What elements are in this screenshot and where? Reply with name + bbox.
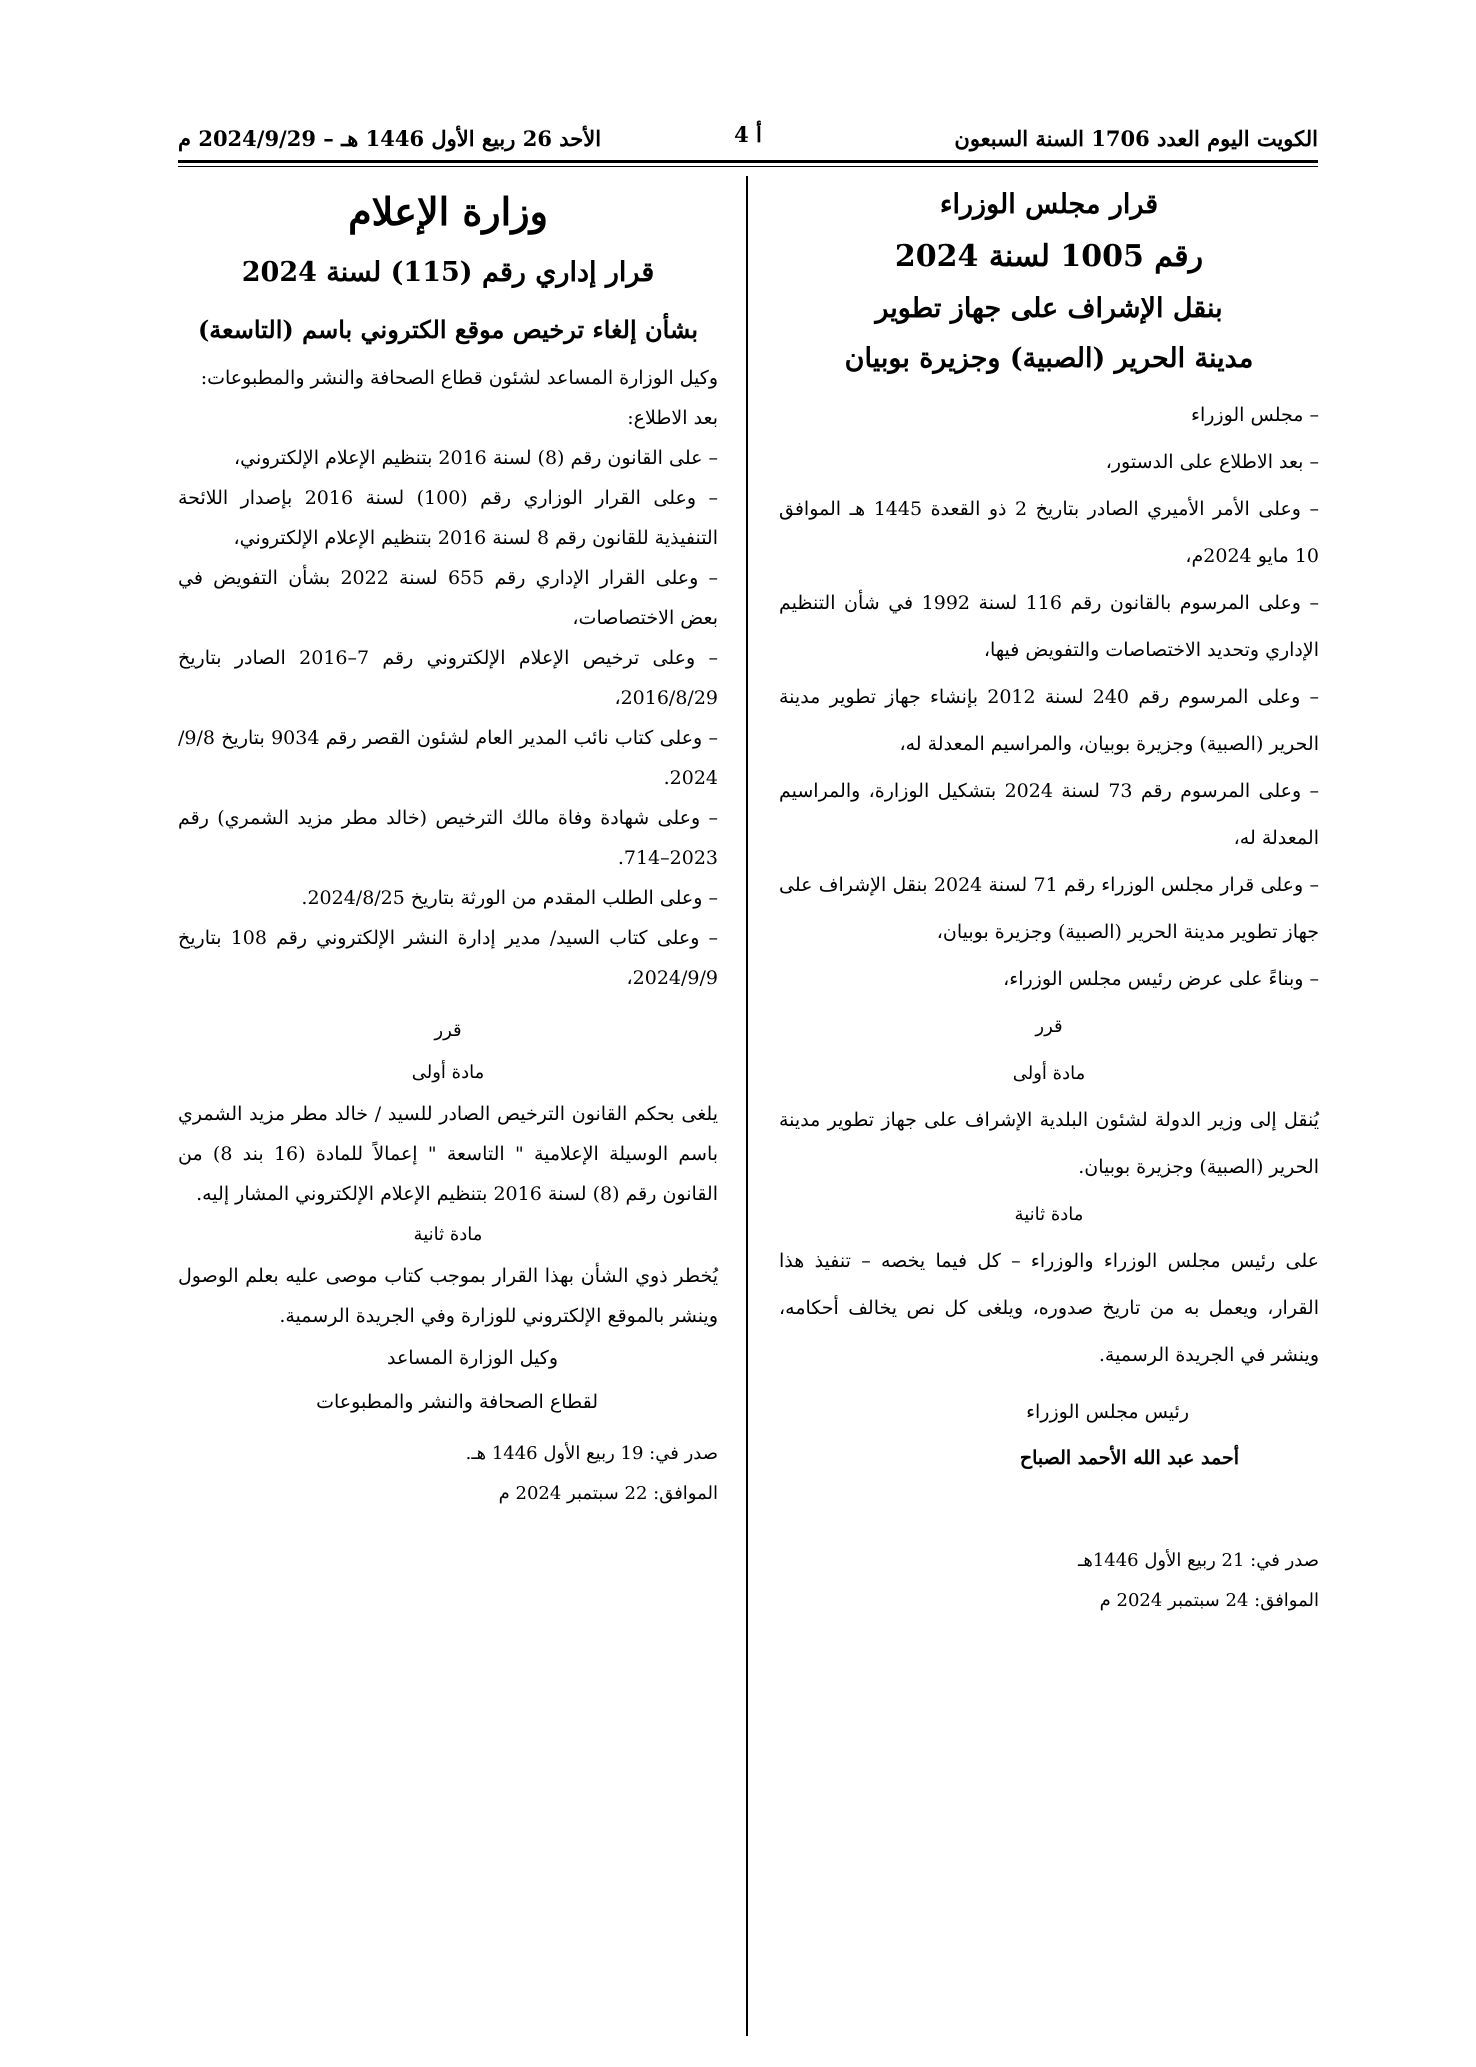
preamble-clause: – وعلى كتاب نائب المدير العام لشئون القصر رقم 9034 بتاريخ 9/8/ 2024. (178, 727, 718, 789)
signer-title: رئيس مجلس الوزراء (1026, 1401, 1189, 1423)
ministry-decision-subject: بشأن إلغاء ترخيص موقع الكتروني باسم (التاسعة) (197, 315, 699, 344)
article-2-heading: مادة ثانية (1014, 1204, 1084, 1225)
preamble-clause: – وعلى الأمر الأميري الصادر بتاريخ 2 ذو القعدة 1445 هـ الموافق 10 مايو 2024م، (779, 498, 1319, 567)
article-1-heading: مادة أولى (1012, 1063, 1086, 1084)
cabinet-decision-subject-line2: مدينة الحرير (الصبية) وجزيرة بوبيان (844, 343, 1254, 374)
ministry-decision-number: قرار إداري رقم (115) لسنة 2024 (241, 257, 655, 288)
signer-name: أحمد عبد الله الأحمد الصباح (1019, 1447, 1239, 1469)
preamble-clause: – مجلس الوزراء (1191, 404, 1319, 426)
preamble-clause: – وعلى الطلب المقدم من الورثة بتاريخ 2024/8/25. (301, 887, 718, 909)
article-2-text: يُخطر ذوي الشأن بهذا القرار بموجب كتاب موصى عليه بعلم الوصول وينشر بالموقع الإلكتروني للوزارة وفي الجريدة الرسمية. (178, 1265, 718, 1327)
header-date: الأحد 26 ربيع الأول 1446 هـ – 2024/9/29 م (178, 125, 602, 151)
preamble-clause: – بعد الاطلاع على الدستور، (1105, 451, 1319, 473)
preamble-clause: – وعلى القرار الوزاري رقم (100) لسنة 2016 بإصدار اللائحة التنفيذية للقانون رقم 8 لسنة 2016 بتنظيم الإعلام الإلكتروني، (178, 487, 718, 549)
column-divider (746, 176, 748, 2036)
page-header (178, 118, 1318, 158)
issuer-intro: وكيل الوزارة المساعد لشئون قطاع الصحافة والنشر والمطبوعات: (200, 367, 718, 389)
article-2-text: على رئيس مجلس الوزراء والوزراء – كل فيما يخصه – تنفيذ هذا القرار، ويعمل به من تاريخ صدوره، ويلغى كل نص يخالف أحكامه، وينشر في الجريدة الرسمية. (779, 1250, 1319, 1366)
issued-hijri: صدر في: 21 ربيع الأول 1446هـ (1078, 1550, 1319, 1571)
cabinet-decision-column (779, 180, 1319, 1621)
issued-gregorian: الموافق: 24 سبتمبر 2024 م (1099, 1590, 1319, 1611)
header-rule-thick (178, 160, 1318, 163)
header-rule-thin (178, 166, 1318, 167)
signer-title: وكيل الوزارة المساعد (387, 1347, 558, 1369)
decided-heading: قرر (1035, 1016, 1063, 1037)
issued-date (779, 1541, 1319, 1621)
ministry-name: وزارة الإعلام (348, 189, 548, 234)
header-issue-info: الكويت اليوم العدد 1706 السنة السبعون (954, 125, 1318, 151)
signer-sector: لقطاع الصحافة والنشر والمطبوعات (316, 1391, 598, 1413)
preamble-clause: – وعلى المرسوم بالقانون رقم 116 لسنة 1992 في شأن التنظيم الإداري وتحديد الاختصاصات والتفويض فيها، (779, 592, 1319, 661)
article-1-text: يُنقل إلى وزير الدولة لشئون البلدية الإشراف على جهاز تطوير مدينة الحرير (الصبية) وجزيرة بوبيان. (779, 1109, 1319, 1178)
preamble-clause: – وعلى المرسوم رقم 73 لسنة 2024 بتشكيل الوزارة، والمراسيم المعدلة له، (779, 780, 1320, 849)
issued-hijri: صدر في: 19 ربيع الأول 1446 هـ. (465, 1443, 718, 1464)
preamble-clause: – وعلى القرار الإداري رقم 655 لسنة 2022 بشأن التفويض في بعض الاختصاصات، (178, 567, 718, 629)
preamble-clause: – وبناءً على عرض رئيس مجلس الوزراء، (1003, 968, 1319, 990)
preamble-clause: – وعلى ترخيص الإعلام الإلكتروني رقم 7–2016 الصادر بتاريخ 2016/8/29، (178, 647, 718, 709)
preamble-clause: – وعلى كتاب السيد/ مدير إدارة النشر الإلكتروني رقم 108 بتاريخ 2024/9/9، (178, 927, 719, 989)
preamble-clause: – وعلى شهادة وفاة مالك الترخيص (خالد مطر مزيد الشمري) رقم 2023–714. (178, 807, 718, 869)
article-1-text: يلغى بحكم القانون الترخيص الصادر للسيد / خالد مطر مزيد الشمري باسم الوسيلة الإعلامية " التاسعة " إعمالاً للمادة (16 بند 8) من القانون رقم (8) لسنة 2016 بتنظيم الإعلام الإلكتروني المشار إليه. (178, 1103, 719, 1205)
preamble-clause: – وعلى قرار مجلس الوزراء رقم 71 لسنة 2024 بنقل الإشراف على جهاز تطوير مدينة الحرير (الصبية) وجزيرة بوبيان، (779, 874, 1319, 943)
cabinet-decision-title: قرار مجلس الوزراء (939, 189, 1159, 220)
cabinet-decision-number: رقم 1005 لسنة 2024 (894, 239, 1204, 274)
cabinet-decision-subject-line1: بنقل الإشراف على جهاز تطوير (875, 293, 1223, 324)
article-1-heading: مادة أولى (411, 1062, 485, 1083)
issued-gregorian: الموافق: 22 سبتمبر 2024 م (498, 1483, 718, 1504)
preamble-clause: – وعلى المرسوم رقم 240 لسنة 2012 بإنشاء جهاز تطوير مدينة الحرير (الصبية) وجزيرة بوبيان، والمراسيم المعدلة له، (779, 686, 1319, 755)
article-2-heading: مادة ثانية (413, 1224, 483, 1245)
issued-date (178, 1434, 718, 1514)
header-page-number: أ 4 (734, 122, 762, 147)
decided-heading: قرر (434, 1020, 462, 1041)
ministry-decision-column (178, 180, 718, 1514)
preamble-clause: – على القانون رقم (8) لسنة 2016 بتنظيم الإعلام الإلكتروني، (233, 447, 718, 469)
after-review: بعد الاطلاع: (627, 407, 718, 429)
